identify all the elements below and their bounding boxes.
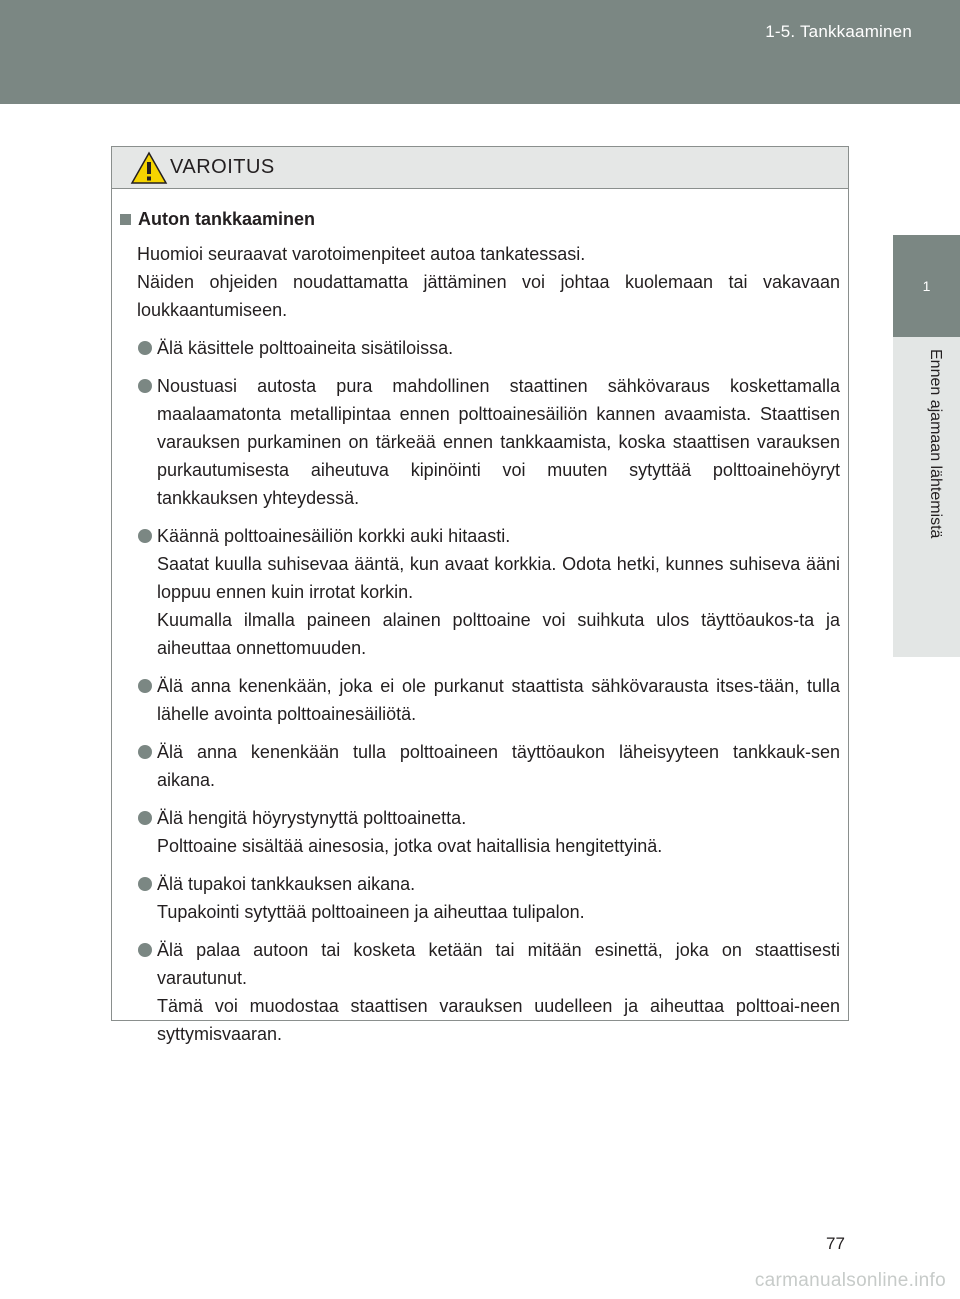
header-band [0, 0, 960, 104]
bullet-text: Käännä polttoainesäiliön korkki auki hitaasti. [157, 526, 511, 546]
round-bullet-icon [138, 943, 152, 957]
bullet-text: Älä käsittele polttoaineita sisätiloissa. [157, 338, 454, 358]
bullet-item [120, 738, 840, 794]
bullet-text: Polttoaine sisältää ainesosia, jotka ovat haitallisia hengitettyinä. [157, 836, 663, 856]
section-heading [120, 205, 840, 233]
bullet-item [120, 672, 840, 728]
bullet-text: Noustuasi autosta pura mahdollinen staattinen sähkövaraus koskettamalla maalaamatonta metallipintaa ennen polttoainesäiliön kannen avaamista. Staattisen varauksen purkaminen on tärkeää ennen tankkaamista, koska staattisen varauksen purkautumisesta aiheutuva kipinöinti voi muuten sytyttää polttoainehöyryt tankkauksen yhteydessä. [157, 376, 840, 508]
warning-bullet-list [120, 334, 840, 1048]
warning-triangle-icon [130, 151, 168, 185]
round-bullet-icon [138, 529, 152, 543]
round-bullet-icon [138, 811, 152, 825]
round-bullet-icon [138, 877, 152, 891]
warning-body [112, 189, 848, 1048]
chapter-tab-number: 1 [893, 235, 960, 337]
intro-line: Näiden ohjeiden noudattamatta jättäminen voi johtaa kuolemaan tai vakavaan loukkaantumiseen. [137, 272, 840, 320]
bullet-text: Kuumalla ilmalla paineen alainen polttoaine voi suihkuta ulos täyttöaukos-ta ja aiheuttaa onnettomuuden. [157, 610, 840, 658]
intro-line: Huomioi seuraavat varotoimenpiteet autoa tankatessasi. [137, 244, 586, 264]
round-bullet-icon [138, 379, 152, 393]
bullet-item [120, 334, 840, 362]
intro-paragraph [120, 240, 840, 324]
bullet-text: Älä hengitä höyrystynyttä polttoainetta. [157, 808, 467, 828]
bullet-text: Älä tupakoi tankkauksen aikana. [157, 874, 416, 894]
bullet-item [120, 870, 840, 926]
warning-title: VAROITUS [170, 156, 275, 178]
chapter-tab-label [893, 337, 960, 657]
bullet-item [120, 372, 840, 512]
watermark: carmanualsonline.info [754, 1270, 946, 1291]
bullet-item [120, 804, 840, 860]
warning-header [112, 147, 848, 189]
bullet-text: Tupakointi sytyttää polttoaineen ja aiheuttaa tulipalon. [157, 902, 585, 922]
bullet-item [120, 522, 840, 662]
warning-box [111, 146, 849, 1044]
bullet-text: Älä anna kenenkään tulla polttoaineen täyttöaukon läheisyyteen tankkauk-sen aikana. [157, 742, 840, 790]
bullet-text: Älä palaa autoon tai kosketa ketään tai mitään esinettä, joka on staattisesti varautunut. [157, 940, 840, 988]
section-title: 1-5. Tankkaaminen [765, 22, 912, 41]
bullet-text: Saatat kuulla suhisevaa ääntä, kun avaat korkkia. Odota hetki, kunnes suhiseva ääni loppuu ennen kuin irrotat korkin. [157, 554, 840, 602]
bullet-text: Tämä voi muodostaa staattisen varauksen uudelleen ja aiheuttaa polttoai-neen syttymisvaaran. [157, 996, 840, 1044]
bullet-text: Älä anna kenenkään, joka ei ole purkanut staattista sähkövarausta itses-tään, tulla lähelle avointa polttoainesäiliötä. [157, 676, 840, 724]
round-bullet-icon [138, 745, 152, 759]
page-number: 77 [826, 1234, 845, 1253]
round-bullet-icon [138, 679, 152, 693]
round-bullet-icon [138, 341, 152, 355]
chapter-tab-label-text: Ennen ajamaan lähtemistä [927, 349, 944, 539]
section-heading-text: Auton tankkaaminen [138, 209, 316, 229]
square-bullet-icon [120, 214, 131, 225]
bullet-item [120, 936, 840, 1048]
